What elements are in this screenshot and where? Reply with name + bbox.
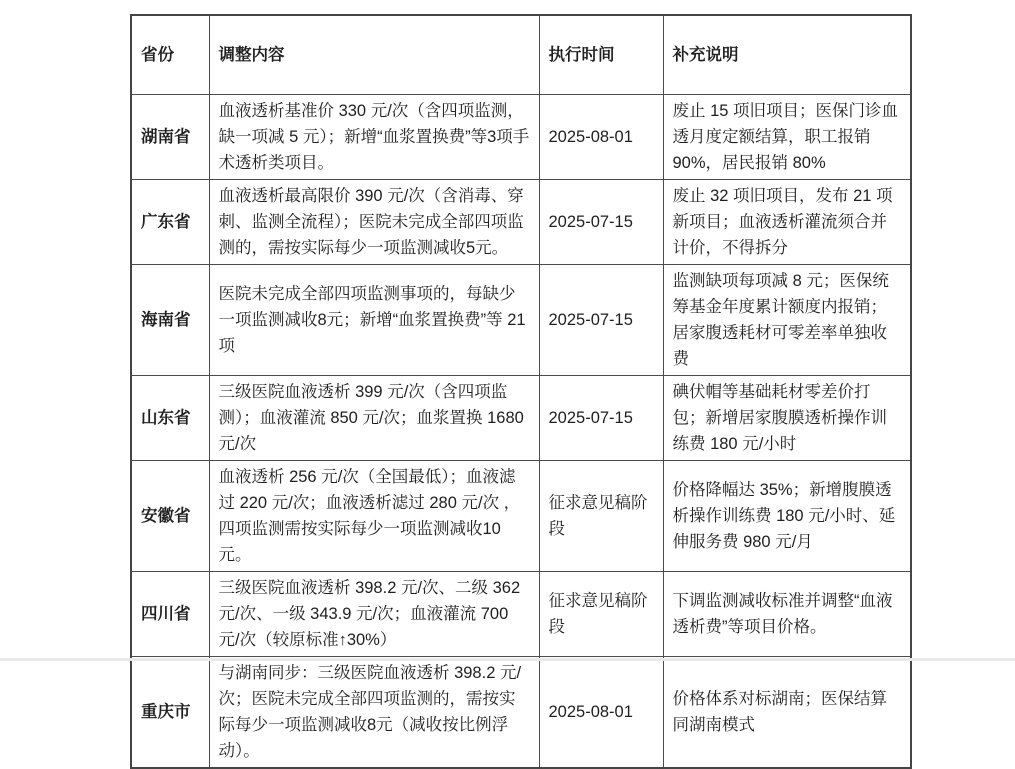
cell-province: 四川省 bbox=[131, 571, 209, 656]
cell-province: 广东省 bbox=[131, 179, 209, 264]
dialysis-price-table-wrap bbox=[130, 14, 910, 769]
table-row bbox=[131, 571, 911, 656]
cell-notes: 废止 15 项旧项目；医保门诊血透月度定额结算，职工报销 90%，居民报销 80% bbox=[663, 94, 911, 179]
header-cell-notes: 补充说明 bbox=[663, 15, 911, 94]
table-header bbox=[131, 15, 911, 94]
photo-edge-shadow bbox=[0, 658, 1015, 661]
table-row bbox=[131, 264, 911, 375]
header-row bbox=[131, 15, 911, 94]
table-row bbox=[131, 94, 911, 179]
cell-notes: 废止 32 项旧项目，发布 21 项新项目；血液透析灌流须合并计价，不得拆分 bbox=[663, 179, 911, 264]
table-row bbox=[131, 460, 911, 571]
cell-notes: 价格降幅达 35%；新增腹膜透析操作训练费 180 元/小时、延伸服务费 980 元/月 bbox=[663, 460, 911, 571]
cell-adjustment: 血液透析 256 元/次（全国最低）；血液滤过 220 元/次；血液透析滤过 280 元/次 ，四项监测需按实际每少一项监测减收10元。 bbox=[209, 460, 539, 571]
table-body bbox=[131, 94, 911, 768]
dialysis-price-table bbox=[130, 14, 912, 769]
cell-province: 山东省 bbox=[131, 375, 209, 460]
cell-notes: 碘伏帽等基础耗材零差价打包；新增居家腹膜透析操作训练费 180 元/小时 bbox=[663, 375, 911, 460]
cell-notes: 下调监测减收标准并调整“血液透析费”等项目价格。 bbox=[663, 571, 911, 656]
header-cell-province: 省份 bbox=[131, 15, 209, 94]
cell-adjustment: 三级医院血液透析 398.2 元/次、二级 362 元/次、一级 343.9 元/次；血液灌流 700 元/次（较原标准↑30%） bbox=[209, 571, 539, 656]
cell-adjustment: 血液透析基准价 330 元/次（含四项监测，缺一项减 5 元）；新增“血浆置换费”等3项手术透析类项目。 bbox=[209, 94, 539, 179]
cell-province: 重庆市 bbox=[131, 656, 209, 768]
header-cell-adjustment: 调整内容 bbox=[209, 15, 539, 94]
cell-time: 征求意见稿阶段 bbox=[539, 571, 663, 656]
cell-province: 湖南省 bbox=[131, 94, 209, 179]
cell-notes: 价格体系对标湖南；医保结算同湖南模式 bbox=[663, 656, 911, 768]
cell-adjustment: 三级医院血液透析 399 元/次（含四项监测）；血液灌流 850 元/次；血浆置换 1680 元/次 bbox=[209, 375, 539, 460]
cell-province: 海南省 bbox=[131, 264, 209, 375]
cell-adjustment: 医院未完成全部四项监测事项的，每缺少一项监测减收8元；新增“血浆置换费”等 21 项 bbox=[209, 264, 539, 375]
cell-province: 安徽省 bbox=[131, 460, 209, 571]
cell-time: 2025-08-01 bbox=[539, 94, 663, 179]
cell-notes: 监测缺项每项减 8 元；医保统筹基金年度累计额度内报销；居家腹透耗材可零差率单独收费 bbox=[663, 264, 911, 375]
cell-time: 征求意见稿阶段 bbox=[539, 460, 663, 571]
cell-time: 2025-07-15 bbox=[539, 375, 663, 460]
cell-adjustment: 与湖南同步：三级医院血液透析 398.2 元/次；医院未完成全部四项监测的，需按实际每少一项监测减收8元（减收按比例浮动）。 bbox=[209, 656, 539, 768]
table-row bbox=[131, 375, 911, 460]
table-row bbox=[131, 179, 911, 264]
cell-time: 2025-07-15 bbox=[539, 264, 663, 375]
cell-adjustment: 血液透析最高限价 390 元/次（含消毒、穿刺、监测全流程）；医院未完成全部四项监测的，需按实际每少一项监测减收5元。 bbox=[209, 179, 539, 264]
cell-time: 2025-07-15 bbox=[539, 179, 663, 264]
cell-time: 2025-08-01 bbox=[539, 656, 663, 768]
header-cell-time: 执行时间 bbox=[539, 15, 663, 94]
table-row bbox=[131, 656, 911, 768]
